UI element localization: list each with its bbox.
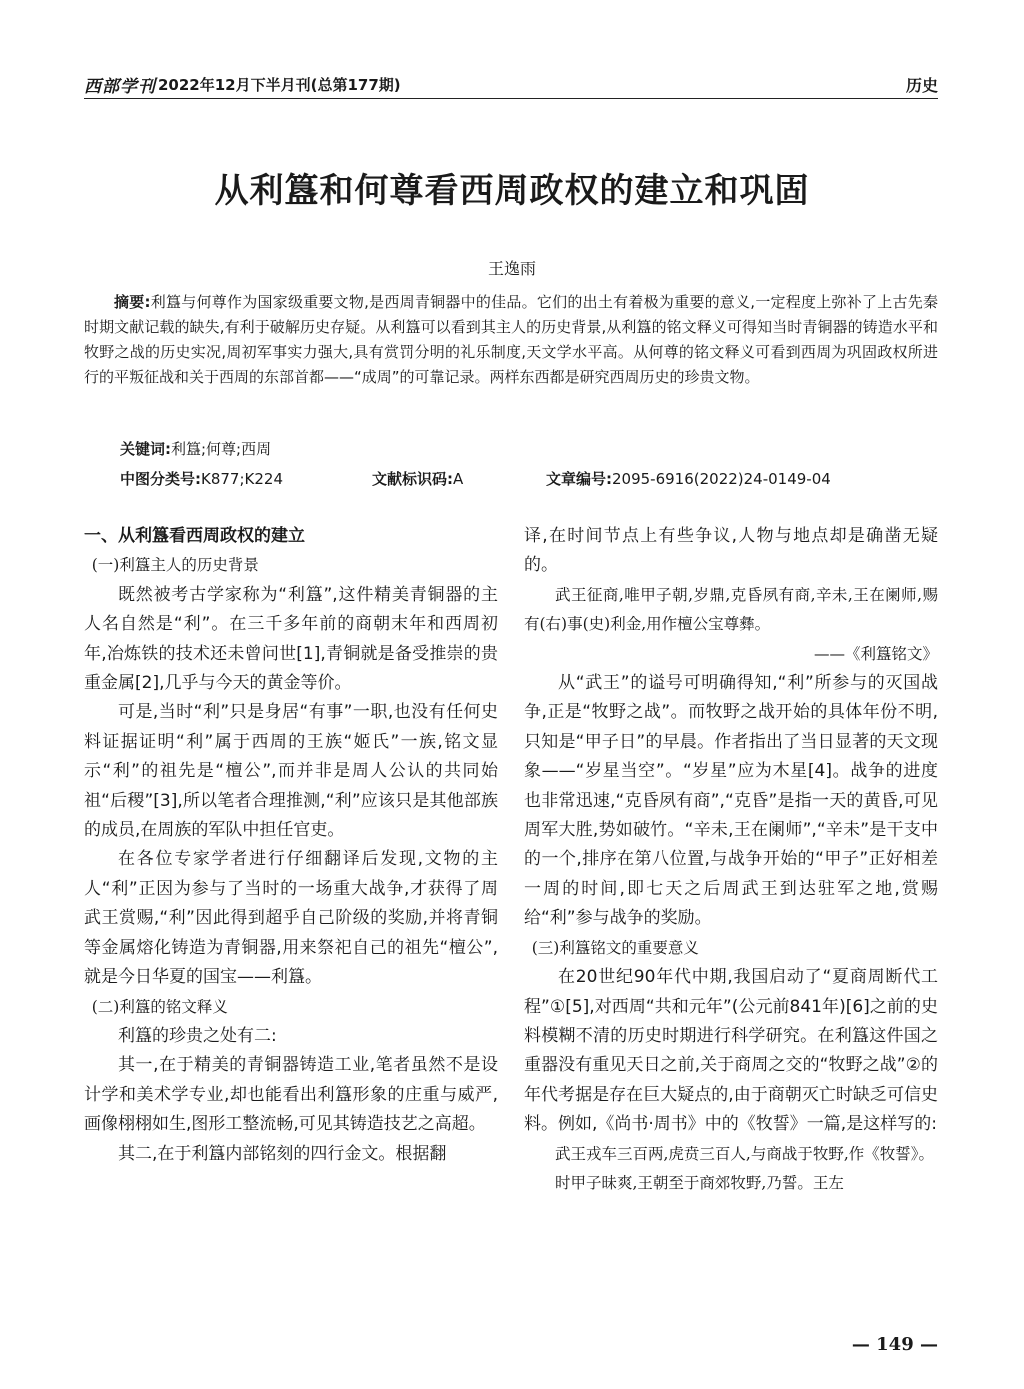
issue-info: 2022年12月下半月刊(总第177期) [158, 76, 401, 94]
article-number-text: 2095-6916(2022)24-0149-04 [612, 470, 831, 488]
abstract [84, 290, 938, 390]
classification-text: K877;K224 [201, 470, 283, 488]
section-label: 历史 [905, 76, 938, 95]
body-paragraph: 在20世纪90年代中期,我国启动了“夏商周断代工程”①[5],对西周“共和元年”(公元前841年)[6]之前的史料模糊不清的历史时期进行科学研究。在利簋这件国之重器没有重见天日之前,关于商周之交的“牧野之战”②的年代考据是存在巨大疑点的,由于商朝灭亡时缺乏可信史料。例如,《尚书·周书》中的《牧誓》一篇,是这样写的: [524, 967, 938, 1135]
body-paragraph: 其二,在于利簋内部铭刻的四行金文。根据翻 [118, 1143, 447, 1164]
journal-logo: 西部学刊 [84, 77, 156, 97]
body-paragraph: 其一,在于精美的青铜器铸造工业,笔者虽然不是设计学和美术学专业,却也能看出利簋形象的庄重与威严,画像栩栩如生,图形工整流畅,可见其铸造技艺之高超。 [84, 1055, 498, 1135]
keywords [120, 438, 271, 459]
article-number [546, 468, 831, 489]
subsection-heading: (一)利簋主人的历史背景 [91, 556, 259, 575]
body-paragraph: 利簋的珍贵之处有二: [118, 1025, 277, 1046]
classification-label: 中图分类号: [120, 470, 201, 488]
article-number-label: 文章编号: [546, 470, 612, 488]
abstract-label: 摘要: [114, 293, 151, 311]
inscription-quote: 武王征商,唯甲子朝,岁鼎,克昏夙有商,辛未,王在阑师,赐有(右)事(史)利金,用作檀公宝尊彝。 [524, 585, 938, 634]
abstract-text: 利簋与何尊作为国家级重要文物,是西周青铜器中的佳品。它们的出土有着极为重要的意义,一定程度上弥补了上古先秦时期文献记载的缺失,有利于破解历史存疑。从利簋可以看到其主人的历史背景,从利簋的铭文释义可得知当时青铜器的铸造水平和牧野之战的历史实况,周初军事实力强大,具有赏罚分明的礼乐制度,天文学水平高。从何尊的铭文释义可看到西周为巩固政权所进行的平叛征战和关于西周的东部首都——“成周”的可靠记录。两样东西都是研究西周历史的珍贵文物。 [84, 293, 939, 386]
doc-code-text: A [453, 470, 464, 488]
subsection-heading: (三)利簋铭文的重要意义 [531, 938, 699, 957]
keywords-text: 利簋;何尊;西周 [171, 440, 272, 458]
body-paragraph: 从“武王”的谥号可明确得知,“利”所参与的灭国战争,正是“牧野之战”。而牧野之战开始的具体年份不明,只知是“甲子日”的早晨。作者指出了当日显著的天文现象——“岁星当空”。“岁星”应为木星[4]。战争的进度也非常迅速,“克昏夙有商”,“克昏”是指一天的黄昏,可见周军大胜,势如破竹。“辛未,王在阑师”,“辛未”是干支中的一个,排序在第八位置,与战争开始的“甲子”正好相差一周的时间,即七天之后周武王到达驻军之地,赏赐给“利”参与战争的奖励。 [524, 673, 938, 929]
classic-quote: 武王戎车三百两,虎贲三百人,与商战于牧野,作《牧誓》。 [555, 1144, 935, 1163]
article-title: 从利簋和何尊看西周政权的建立和巩固 [214, 171, 810, 211]
body-paragraph: 既然被考古学家称为“利簋”,这件精美青铜器的主人名自然是“利”。在三千多年前的商朝末年和西周初年,冶炼铁的技术还未曾问世[1],青铜就是备受推崇的贵重金属[2],几乎与今天的黄金等价。 [84, 584, 498, 694]
author-name: 王逸雨 [487, 259, 536, 278]
quote-source: ——《利簋铭文》 [813, 644, 938, 663]
body-paragraph: 可是,当时“利”只是身居“有事”一职,也没有任何史料证据证明“利”属于西周的王族“姬氏”一族,铭文显示“利”的祖先是“檀公”,而并非是周人公认的共同始祖“后稷”[3],所以笔者合理推测,“利”应该只是其他部族的成员,在周族的军队中担任官吏。 [84, 702, 498, 841]
body-paragraph: 译,在时间节点上有些争议,人物与地点却是确凿无疑的。 [524, 526, 938, 576]
doc-code [372, 468, 463, 489]
doc-code-label: 文献标识码: [372, 470, 453, 488]
page-number: — 149 — [851, 1334, 938, 1355]
classic-quote: 时甲子昧爽,王朝至于商郊牧野,乃誓。王左 [555, 1173, 844, 1192]
keywords-label: 关键词: [120, 440, 171, 458]
section-heading: 一、从利簋看西周政权的建立 [84, 526, 305, 546]
left-column [84, 522, 498, 1169]
body-paragraph: 在各位专家学者进行仔细翻译后发现,文物的主人“利”正因为参与了当时的一场重大战争,才获得了周武王赏赐,“利”因此得到超乎自己阶级的奖励,并将青铜等金属熔化铸造为青铜器,用来祭祀自己的祖先“檀公”,就是今日华夏的国宝——利簋。 [84, 849, 498, 988]
classification [120, 468, 283, 489]
running-header [84, 70, 938, 99]
subsection-heading: (二)利簋的铭文释义 [91, 997, 228, 1016]
right-column [524, 522, 938, 1198]
